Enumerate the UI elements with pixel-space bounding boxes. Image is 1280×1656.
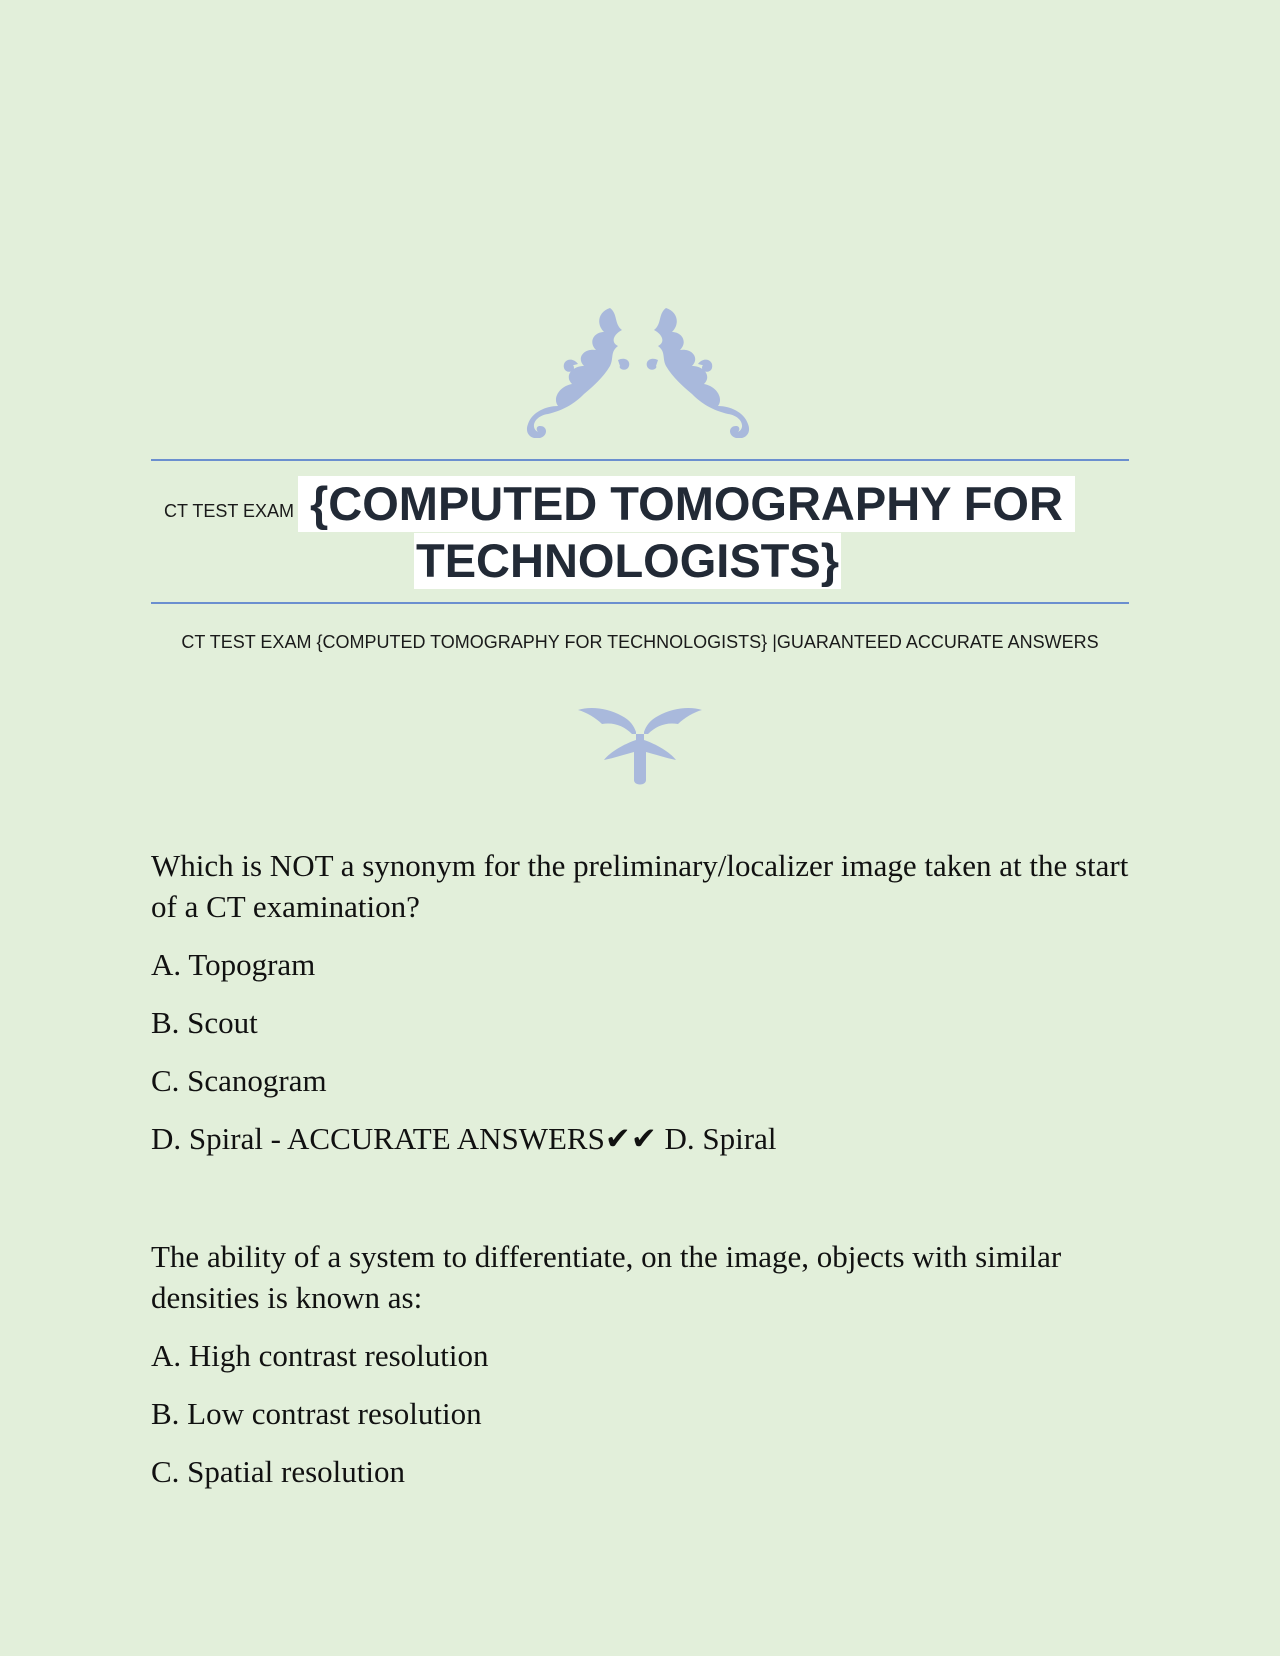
question-block-2 <box>151 1236 1129 1509</box>
left-leaf-scroll-icon <box>527 308 629 438</box>
answer-option-a: A. High contrast resolution <box>151 1338 489 1373</box>
answer-option-d: D. Spiral - ACCURATE ANSWERS✔✔ D. Spiral <box>151 1121 777 1156</box>
question-text: The ability of a system to differentiate, on the image, objects with similar densities is known as: <box>151 1239 1062 1315</box>
right-leaf-scroll-icon <box>647 308 749 438</box>
fleuron-ornament-icon <box>574 704 706 788</box>
page-title-line-1: {COMPUTED TOMOGRAPHY FOR <box>298 476 1075 532</box>
answer-option-c: C. Spatial resolution <box>151 1454 406 1489</box>
answer-option-c: C. Scanogram <box>151 1063 327 1098</box>
subtitle: CT TEST EXAM {COMPUTED TOMOGRAPHY FOR TECHNOLOGISTS} |GUARANTEED ACCURATE ANSWERS <box>181 632 1099 652</box>
title-block <box>151 476 1129 594</box>
title-bottom-rule <box>151 602 1129 604</box>
question-block-1 <box>151 845 1129 1176</box>
title-prefix: CT TEST EXAM <box>164 501 295 521</box>
page-title-line-2: TECHNOLOGISTS} <box>416 534 840 587</box>
flourish-ornament-icon <box>518 306 758 438</box>
answer-option-a: A. Topogram <box>151 947 316 982</box>
answer-option-b: B. Scout <box>151 1005 258 1040</box>
question-text: Which is NOT a synonym for the preliminary/localizer image taken at the start of a CT examination? <box>151 848 1129 924</box>
title-top-rule <box>151 459 1129 461</box>
answer-option-b: B. Low contrast resolution <box>151 1396 482 1431</box>
